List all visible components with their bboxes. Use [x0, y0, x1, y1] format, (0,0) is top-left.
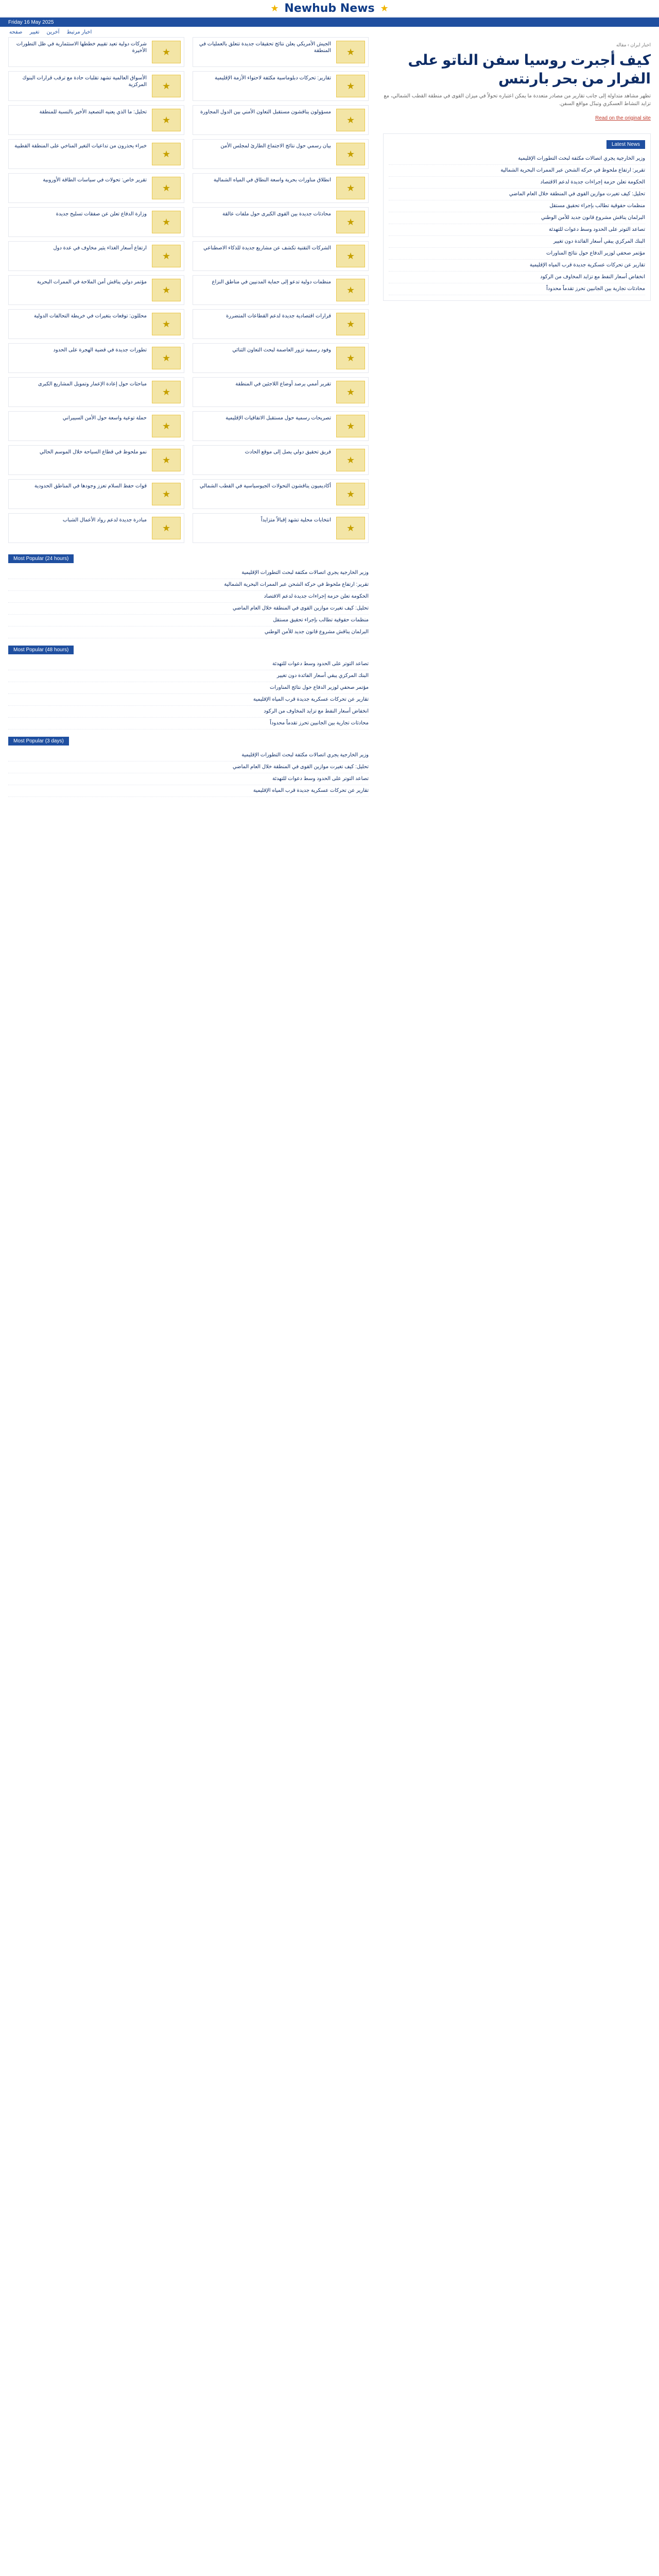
star-icon: ★ [336, 415, 365, 437]
article-title: كيف أجبرت روسيا سفن الناتو على الفرار من بحر بارنتس [408, 52, 651, 87]
star-icon: ★ [152, 177, 181, 199]
card-title: مسؤولون يناقشون مستقبل التعاون الأمني بين الدول المجاورة [200, 109, 331, 115]
card-row [8, 71, 369, 101]
breadcrumb: اخبار ایران › مقاله [616, 42, 651, 47]
news-card[interactable] [8, 241, 184, 271]
news-card[interactable] [8, 275, 184, 305]
card-title: قرارات اقتصادية جديدة لدعم القطاعات المتضررة [226, 313, 331, 319]
card-title: نمو ملحوظ في قطاع السياحة خلال الموسم الحالي [39, 449, 147, 455]
card-title: منظمات دولية تدعو إلى حماية المدنيين في مناطق النزاع [212, 279, 331, 285]
star-icon: ★ [152, 279, 181, 301]
news-card[interactable] [193, 241, 369, 271]
card-title: وفود رسمية تزور العاصمة لبحث التعاون الثنائي [232, 347, 331, 353]
read-more-link[interactable]: Read on the original site [595, 115, 651, 121]
star-icon: ★ [152, 41, 181, 63]
list-item[interactable]: مؤتمر صحفي لوزير الدفاع حول نتائج المناورات [8, 682, 369, 694]
news-card[interactable] [8, 377, 184, 407]
top-header [0, 0, 659, 18]
card-title: محادثات جديدة بين القوى الكبرى حول ملفات عالقة [222, 211, 331, 217]
news-card[interactable] [8, 309, 184, 339]
news-card[interactable] [193, 37, 369, 67]
popular-3d-list [8, 750, 369, 797]
star-icon: ★ [336, 381, 365, 403]
card-title: أكاديميون يناقشون التحولات الجيوسياسية في القطب الشمالي [199, 483, 331, 489]
latest-list [389, 153, 645, 295]
list-item[interactable]: الحكومة تعلن حزمة إجراءات جديدة لدعم الاقتصاد [8, 591, 369, 603]
nav-item[interactable]: اخبار مرتبط [66, 29, 92, 35]
list-item[interactable]: البنك المركزي يبقي أسعار الفائدة دون تغيير [8, 670, 369, 682]
card-row [8, 445, 369, 475]
news-card[interactable] [193, 207, 369, 237]
article-abstract: تظهر مشاهد متداولة إلى جانب تقارير من مصادر متعددة ما يمكن اعتباره تحولاً في ميزان القوى في منطقة القطب الشمالي، مع تزايد النشاط العسكري وتبدّل مواقع السفن. [384, 93, 651, 107]
nav-item[interactable]: آخرین [46, 29, 60, 35]
card-title: تقارير: تحركات دبلوماسية مكثفة لاحتواء الأزمة الإقليمية [215, 75, 331, 81]
star-icon: ★ [270, 3, 279, 13]
list-item[interactable]: وزير الخارجية يجري اتصالات مكثفة لبحث التطورات الإقليمية [8, 567, 369, 579]
news-card[interactable] [8, 139, 184, 169]
news-card[interactable] [193, 411, 369, 441]
star-icon: ★ [336, 109, 365, 131]
card-row [8, 309, 369, 339]
card-row [8, 377, 369, 407]
star-icon: ★ [336, 41, 365, 63]
brand-logo[interactable] [270, 2, 389, 15]
news-card[interactable] [8, 513, 184, 543]
card-row [8, 37, 369, 67]
card-row [8, 275, 369, 305]
star-icon: ★ [152, 415, 181, 437]
card-title: حملة توعية واسعة حول الأمن السيبراني [62, 415, 147, 421]
list-item[interactable]: تحليل: كيف تغيرت موازين القوى في المنطقة خلال العام الماضي [8, 603, 369, 615]
main-column [383, 37, 651, 301]
star-icon: ★ [152, 245, 181, 267]
card-row [8, 207, 369, 237]
list-item[interactable]: انخفاض أسعار النفط مع تزايد المخاوف من الركود [8, 706, 369, 718]
card-title: تطورات جديدة في قضية الهجرة على الحدود [53, 347, 147, 353]
star-icon: ★ [336, 313, 365, 335]
card-row [8, 173, 369, 203]
card-row [8, 479, 369, 509]
section-title-popular-3d: Most Popular (3 days) [8, 737, 69, 745]
star-icon: ★ [152, 517, 181, 539]
star-icon: ★ [152, 449, 181, 471]
card-title: مؤتمر دولي يناقش أمن الملاحة في الممرات البحرية [37, 279, 147, 285]
list-item[interactable]: تحليل: كيف تغيرت موازين القوى في المنطقة خلال العام الماضي [8, 761, 369, 773]
star-icon: ★ [152, 211, 181, 233]
list-item[interactable]: منظمات حقوقية تطالب بإجراء تحقيق مستقل [389, 200, 645, 212]
list-item[interactable]: البنك المركزي يبقي أسعار الفائدة دون تغيير [389, 236, 645, 248]
card-row [8, 105, 369, 135]
star-icon: ★ [152, 75, 181, 97]
star-icon: ★ [152, 381, 181, 403]
news-card[interactable] [193, 105, 369, 135]
list-item[interactable]: البرلمان يناقش مشروع قانون جديد للأمن الوطني [8, 626, 369, 638]
card-title: ارتفاع أسعار الغذاء يثير مخاوف في عدة دول [53, 245, 147, 251]
date-bar [0, 18, 659, 27]
news-card[interactable] [193, 479, 369, 509]
news-card[interactable] [8, 207, 184, 237]
news-card[interactable] [8, 105, 184, 135]
star-icon: ★ [336, 75, 365, 97]
cards-column [8, 37, 369, 797]
star-icon: ★ [152, 313, 181, 335]
list-item[interactable]: تقارير عن تحركات عسكرية جديدة قرب المياه الإقليمية [8, 785, 369, 797]
list-item[interactable]: تصاعد التوتر على الحدود وسط دعوات للتهدئة [8, 773, 369, 785]
card-title: خبراء يحذرون من تداعيات التغير المناخي على المنطقة القطبية [14, 143, 147, 149]
card-title: الجيش الأمريكي يعلن نتائج تحقيقات جديدة تتعلق بالعمليات في المنطقة [199, 41, 331, 54]
card-title: تقرير أممي يرصد أوضاع اللاجئين في المنطقة [235, 381, 331, 387]
star-icon: ★ [152, 483, 181, 505]
news-card[interactable] [8, 411, 184, 441]
news-card[interactable] [8, 71, 184, 101]
star-icon: ★ [380, 3, 389, 13]
card-title: فريق تحقيق دولي يصل إلى موقع الحادث [245, 449, 331, 455]
card-title: الأسواق العالمية تشهد تقلبات حادة مع ترقب قرارات البنوك المركزية [22, 75, 147, 88]
card-title: محللون: توقعات بتغيرات في خريطة التحالفات الدولية [33, 313, 147, 319]
list-item[interactable]: منظمات حقوقية تطالب بإجراء تحقيق مستقل [8, 615, 369, 626]
star-icon: ★ [152, 143, 181, 165]
news-card[interactable] [193, 309, 369, 339]
list-item[interactable]: وزير الخارجية يجري اتصالات مكثفة لبحث التطورات الإقليمية [8, 750, 369, 761]
card-title: مبادرة جديدة لدعم رواد الأعمال الشباب [62, 517, 147, 523]
list-item[interactable]: محادثات تجارية بين الجانبين تحرز تقدماً محدوداً [8, 718, 369, 730]
card-row [8, 343, 369, 373]
star-icon: ★ [336, 245, 365, 267]
date-text: Friday 16 May 2025 [8, 19, 54, 25]
star-icon: ★ [336, 517, 365, 539]
star-icon: ★ [336, 211, 365, 233]
card-title: قوات حفظ السلام تعزز وجودها في المناطق الحدودية [34, 483, 147, 489]
news-card[interactable] [193, 377, 369, 407]
card-row [8, 139, 369, 169]
list-item[interactable]: تقرير: ارتفاع ملحوظ في حركة الشحن عبر الممرات البحرية الشمالية [8, 579, 369, 591]
card-title: انتخابات محلية تشهد إقبالاً متزايداً [261, 517, 331, 523]
news-card[interactable] [8, 445, 184, 475]
card-title: انطلاق مناورات بحرية واسعة النطاق في المياه الشمالية [213, 177, 331, 183]
star-icon: ★ [336, 483, 365, 505]
list-item[interactable]: وزير الخارجية يجري اتصالات مكثفة لبحث التطورات الإقليمية [389, 153, 645, 165]
star-icon: ★ [152, 109, 181, 131]
news-card[interactable] [193, 71, 369, 101]
list-item[interactable]: تقارير عن تحركات عسكرية جديدة قرب المياه الإقليمية [389, 260, 645, 272]
news-card[interactable] [193, 513, 369, 543]
card-title: تقرير خاص: تحولات في سياسات الطاقة الأوروبية [43, 177, 147, 183]
latest-news-box [383, 133, 651, 301]
card-title: الشركات التقنية تكشف عن مشاريع جديدة للذكاء الاصطناعي [203, 245, 331, 251]
section-title-popular-48h: Most Popular (48 hours) [8, 646, 74, 654]
card-row [8, 513, 369, 543]
card-title: وزارة الدفاع تعلن عن صفقات تسليح جديدة [56, 211, 147, 217]
nav-item[interactable]: صفحه [9, 29, 23, 35]
list-item[interactable]: البرلمان يناقش مشروع قانون جديد للأمن الوطني [389, 212, 645, 224]
star-icon: ★ [336, 143, 365, 165]
news-card[interactable] [193, 173, 369, 203]
card-title: شركات دولية تعيد تقييم خططها الاستثمارية في ظل التطورات الأخيرة [16, 41, 147, 54]
list-item[interactable]: تقرير: ارتفاع ملحوظ في حركة الشحن عبر الممرات البحرية الشمالية [389, 165, 645, 177]
star-icon: ★ [336, 449, 365, 471]
list-item[interactable]: محادثات تجارية بين الجانبين تحرز تقدماً محدوداً [389, 283, 645, 295]
popular-24h-list [8, 567, 369, 638]
list-item[interactable]: تصاعد التوتر على الحدود وسط دعوات للتهدئة [8, 658, 369, 670]
list-item[interactable]: مؤتمر صحفي لوزير الدفاع حول نتائج المناورات [389, 248, 645, 260]
card-row [8, 241, 369, 271]
card-title: تحليل: ما الذي يعنيه التصعيد الأخير بالنسبة للمنطقة [39, 109, 147, 115]
list-item[interactable]: انخفاض أسعار النفط مع تزايد المخاوف من الركود [389, 272, 645, 283]
star-icon: ★ [336, 347, 365, 369]
news-card[interactable] [8, 343, 184, 373]
popular-48h-list [8, 658, 369, 730]
star-icon: ★ [336, 279, 365, 301]
top-nav [0, 27, 659, 37]
nav-item[interactable]: تغییر [29, 29, 40, 35]
section-title-latest: Latest News [606, 140, 645, 149]
card-row [8, 411, 369, 441]
news-card[interactable] [8, 479, 184, 509]
news-card[interactable] [193, 275, 369, 305]
list-item[interactable]: تحليل: كيف تغيرت موازين القوى في المنطقة خلال العام الماضي [389, 189, 645, 200]
news-card[interactable] [193, 139, 369, 169]
news-card[interactable] [193, 343, 369, 373]
news-card[interactable] [8, 173, 184, 203]
page-wrap [8, 37, 651, 2576]
list-item[interactable]: تقارير عن تحركات عسكرية جديدة قرب المياه الإقليمية [8, 694, 369, 706]
list-item[interactable]: الحكومة تعلن حزمة إجراءات جديدة لدعم الاقتصاد [389, 177, 645, 189]
card-title: تصريحات رسمية حول مستقبل الاتفاقيات الإقليمية [226, 415, 331, 421]
list-item[interactable]: تصاعد التوتر على الحدود وسط دعوات للتهدئة [389, 224, 645, 236]
card-title: بيان رسمي حول نتائج الاجتماع الطارئ لمجلس الأمن [220, 143, 331, 149]
news-card[interactable] [193, 445, 369, 475]
star-icon: ★ [152, 347, 181, 369]
card-title: مباحثات حول إعادة الإعمار وتمويل المشاريع الكبرى [38, 381, 147, 387]
brand-name: Newhub News [284, 2, 375, 15]
news-card[interactable] [8, 37, 184, 67]
star-icon: ★ [336, 177, 365, 199]
section-title-popular-24h: Most Popular (24 hours) [8, 554, 74, 563]
